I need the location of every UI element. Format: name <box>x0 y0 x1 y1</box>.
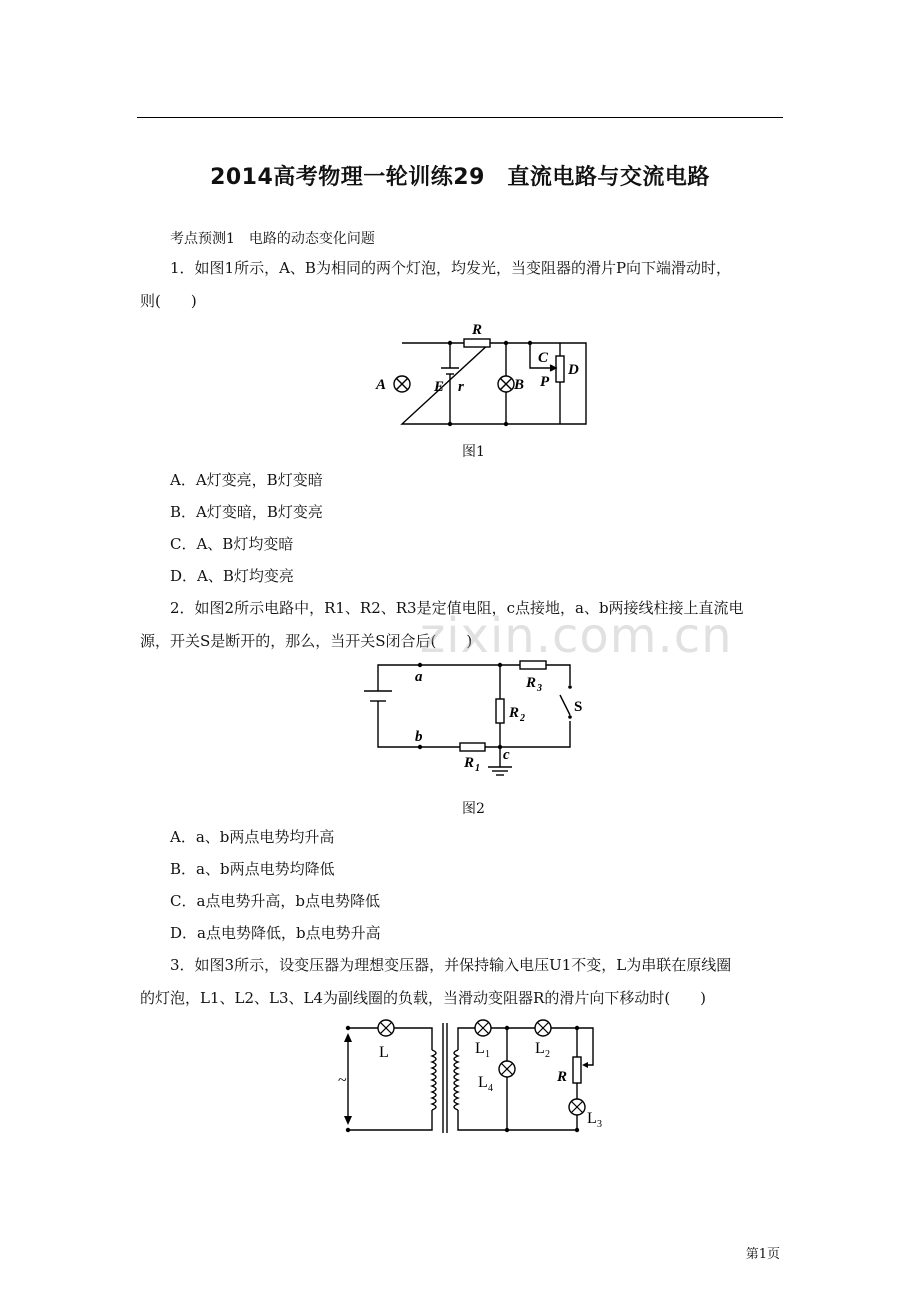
q2-option-d: D．a点电势降低，b点电势升高 <box>170 924 381 942</box>
q3-line1: 3．如图3所示，设变压器为理想变压器，并保持输入电压U1不变，L为串联在原线圈 <box>170 956 732 974</box>
q1-line2: 则( ) <box>140 292 197 310</box>
header-rule <box>137 117 783 118</box>
fig2-label-R3-sub: 3 <box>537 683 542 694</box>
fig1-label-r: r <box>458 379 464 395</box>
fig3-label-L1: L <box>475 1040 485 1057</box>
fig2-label-R3: R <box>526 675 537 691</box>
fig3-label-L1-sub: 1 <box>485 1049 490 1060</box>
fig1-label-D: D <box>568 362 579 378</box>
section-heading: 考点预测1 电路的动态变化问题 <box>170 231 375 247</box>
fig3-label-L3: L <box>587 1110 597 1127</box>
fig3-label-L2: L <box>535 1040 545 1057</box>
fig2-label-R2: R <box>509 705 520 721</box>
fig1-label-R: R <box>472 322 483 338</box>
fig3-label-R: R <box>557 1069 568 1085</box>
fig2-label-S: S <box>574 699 583 715</box>
q1-option-a: A．A灯变亮，B灯变暗 <box>170 471 323 489</box>
fig2-label-b: b <box>415 729 423 745</box>
fig1-label-C: C <box>538 350 549 366</box>
fig3-label-L4: L <box>478 1074 488 1091</box>
fig3-label-ac: ~ <box>338 1072 347 1089</box>
q2-option-a: A．a、b两点电势均升高 <box>170 828 335 846</box>
fig2-label-a: a <box>415 669 423 685</box>
fig3-label-L4-sub: 4 <box>488 1083 493 1094</box>
figure-2-caption: 图2 <box>462 801 485 817</box>
fig3-label-L: L <box>379 1044 389 1061</box>
q1-option-b: B．A灯变暗，B灯变亮 <box>170 503 323 521</box>
q1-option-d: D．A、B灯均变亮 <box>170 567 294 585</box>
fig3-label-L3-sub: 3 <box>597 1119 602 1130</box>
fig2-label-R1-sub: 1 <box>475 763 480 774</box>
q2-option-b: B．a、b两点电势均降低 <box>170 860 335 878</box>
q2-option-c: C．a点电势升高，b点电势降低 <box>170 892 381 910</box>
fig2-label-R1: R <box>464 755 475 771</box>
q2-line2: 源，开关S是断开的，那么，当开关S闭合后( ) <box>140 632 473 650</box>
document-title: 2014高考物理一轮训练29 直流电路与交流电路 <box>210 165 710 190</box>
figure-2-circuit <box>360 655 600 780</box>
figure-1-caption: 图1 <box>462 444 485 460</box>
watermark: zixin.com.cn <box>420 608 733 664</box>
figure-3-circuit <box>335 1015 625 1140</box>
fig1-label-E: E <box>434 379 445 395</box>
fig2-label-c: c <box>503 747 510 763</box>
q3-line2: 的灯泡，L1、L2、L3、L4为副线圈的负载，当滑动变阻器R的滑片向下移动时( ) <box>140 989 707 1007</box>
fig2-label-R2-sub: 2 <box>520 713 525 724</box>
q2-line1: 2．如图2所示电路中，R1、R2、R3是定值电阻，c点接地，a、b两接线柱接上直流电 <box>170 599 744 617</box>
q1-line1: 1．如图1所示，A、B为相同的两个灯泡，均发光，当变阻器的滑片P向下端滑动时， <box>170 259 732 277</box>
fig3-label-L2-sub: 2 <box>545 1049 550 1060</box>
q1-option-c: C．A、B灯均变暗 <box>170 535 294 553</box>
fig1-label-P: P <box>540 374 550 390</box>
figure-1-circuit <box>370 320 600 430</box>
fig1-label-B: B <box>514 377 525 393</box>
page-number: 第1页 <box>745 1247 780 1262</box>
fig1-label-A: A <box>376 377 387 393</box>
